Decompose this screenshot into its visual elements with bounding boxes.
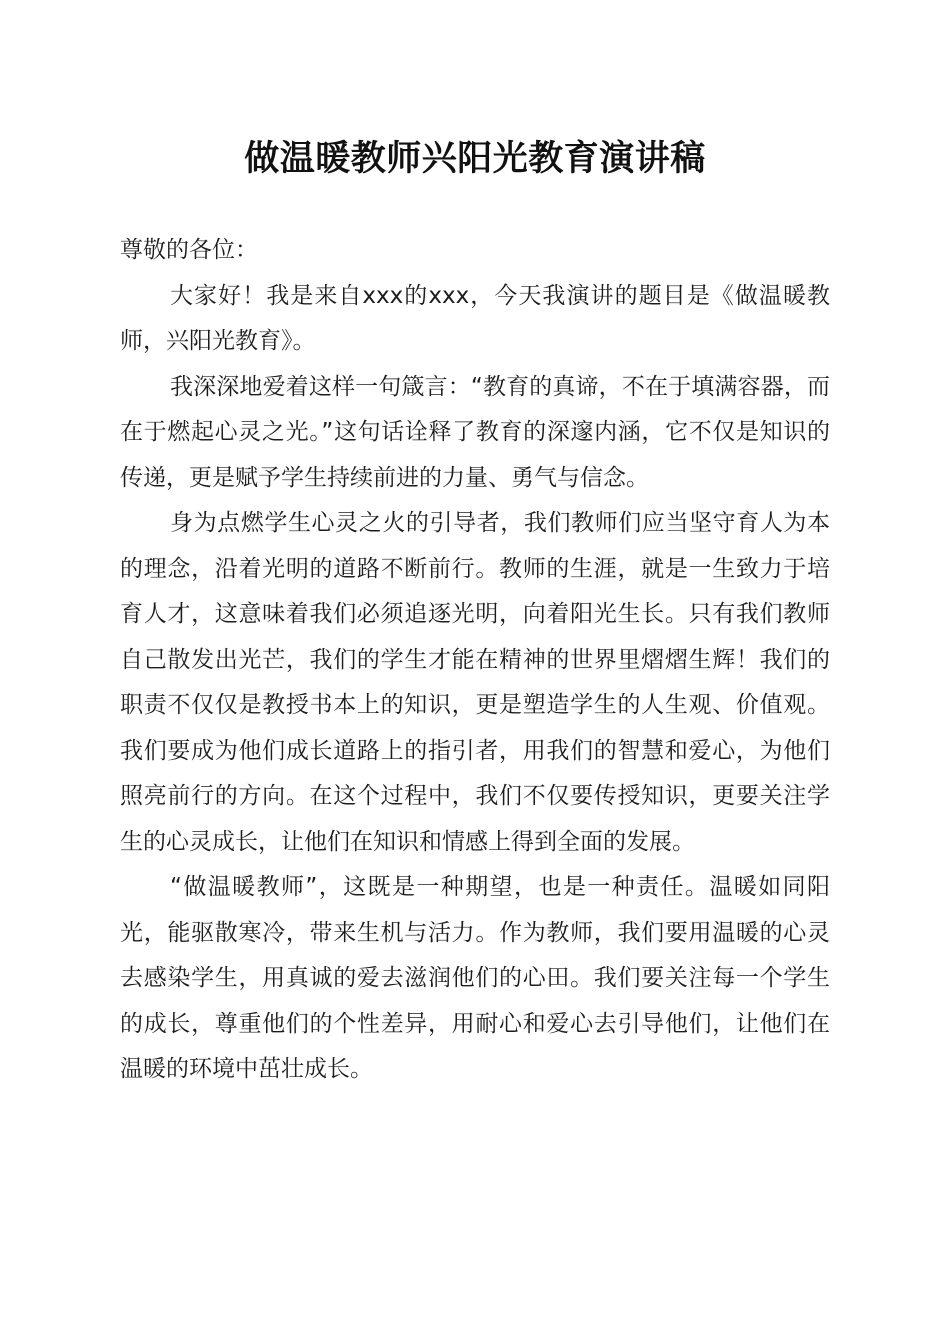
document-title: 做温暖教师兴阳光教育演讲稿 xyxy=(244,138,706,179)
paragraph-greeting: 大家好！我是来自xxx的xxx，今天我演讲的题目是《做温暖教师，兴阳光教育》。 xyxy=(120,282,830,354)
paragraph-warm-teacher: “做温暖教师”，这既是一种期望，也是一种责任。温暖如同阳光，能驱散寒冷，带来生机与活力。作为教师，我们要用温暖的心灵去感染学生，用真诚的爱去滋润他们的心田。我们要关注每一个学生的成长，尊重他们的个性差异，用耐心和爱心去引导他们，让他们在温暖的环境中茁壮成长。 xyxy=(120,874,830,1082)
paragraph-teacher-role: 身为点燃学生心灵之火的引导者，我们教师们应当坚守育人为本的理念，沿着光明的道路不断前行。教师的生涯，就是一生致力于培育人才，这意味着我们必须追逐光明，向着阳光生长。只有我们教师自己散发出光芒，我们的学生才能在精神的世界里熠熠生辉！我们的职责不仅仅是教授书本上的知识，更是塑造学生的人生观、价值观。我们要成为他们成长道路上的指引者，用我们的智慧和爱心，为他们照亮前行的方向。在这个过程中，我们不仅要传授知识，更要关注学生的心灵成长，让他们在知识和情感上得到全面的发展。 xyxy=(120,510,830,855)
document-body xyxy=(120,228,830,1093)
salutation: 尊敬的各位： xyxy=(120,237,258,263)
paragraph-motto: 我深深地爱着这样一句箴言：“教育的真谛，不在于填满容器，而在于燃起心灵之光。”这句话诠释了教育的深邃内涵，它不仅是知识的传递，更是赋予学生持续前进的力量、勇气与信念。 xyxy=(120,373,830,491)
